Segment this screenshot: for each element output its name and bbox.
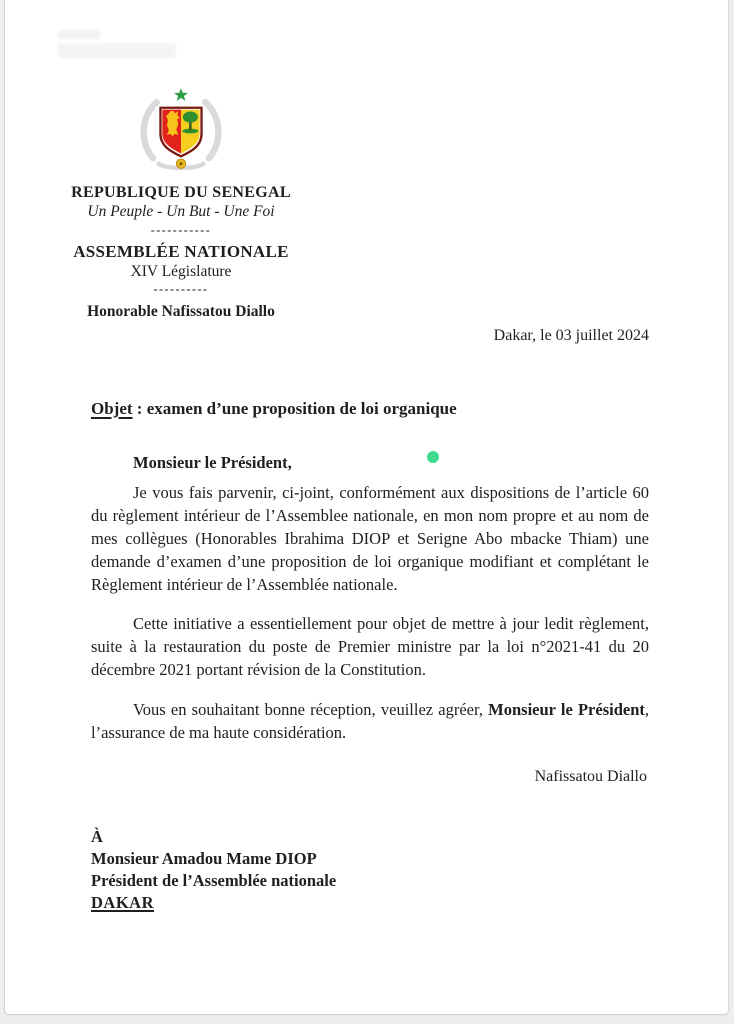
green-star-icon bbox=[174, 88, 188, 101]
closing-text: Vous en souhaitant bonne réception, veuillez agréer, bbox=[133, 699, 489, 719]
legislature-label: XIV Législature bbox=[130, 262, 232, 280]
subject-text: : examen d’une proposition de loi organique bbox=[132, 398, 457, 418]
recipient-city: DAKAR bbox=[91, 892, 154, 912]
dateline: Dakar, le 03 juillet 2024 bbox=[493, 326, 649, 344]
signature-name: Nafissatou Diallo bbox=[534, 767, 647, 785]
faint-smudge bbox=[58, 30, 100, 39]
senegal-coat-of-arms-icon bbox=[125, 84, 237, 180]
faint-watermark bbox=[58, 30, 176, 58]
subject-line bbox=[91, 399, 649, 419]
letterhead bbox=[27, 84, 335, 321]
body-paragraph-1: Je vous fais parvenir, ci-joint, conformément aux dispositions de l’article 60 du règlement intérieur de l’Assemblee nationale, en mon nom propre et au nom de mes collègues (Honorables Ibrahima DIOP et Serigne Abo mbacke Thiam) une demande d’examen d’une proposition de loi organique modifiant et complétant le Règlement intérieur de l’Assemblée nationale. bbox=[91, 482, 649, 594]
document-page bbox=[4, 0, 729, 1015]
national-motto: Un Peuple - Un But - Une Foi bbox=[87, 203, 275, 221]
closing-text: , l’assurance de ma haute considération. bbox=[91, 699, 649, 742]
salutation: Monsieur le Président, bbox=[133, 452, 292, 472]
faint-smudge bbox=[58, 43, 176, 58]
recipient-to: À bbox=[91, 826, 103, 846]
recipient-name: Monsieur Amadou Mame DIOP bbox=[91, 848, 317, 868]
recipient-title: Président de l’Assemblée nationale bbox=[91, 870, 337, 890]
recipient-block bbox=[91, 826, 649, 914]
institution-name: ASSEMBLÉE NATIONALE bbox=[73, 242, 289, 261]
body-paragraph-2: Cette initiative a essentiellement pour objet de mettre à jour ledit règlement, suite à la restauration du poste de Premier ministre par la loi n°2021-41 du 20 décembre 2021 portant révision de la Constitution. bbox=[91, 614, 649, 680]
separator-dashes: ---------- bbox=[153, 282, 209, 297]
body-paragraph-3 bbox=[91, 698, 649, 744]
letter-content bbox=[91, 327, 649, 914]
subject-label: Objet bbox=[91, 398, 133, 418]
author-name: Honorable Nafissatou Diallo bbox=[87, 303, 275, 321]
closing-addressee: Monsieur le Président bbox=[488, 699, 645, 719]
click-indicator-dot bbox=[427, 451, 439, 463]
baobab-tree-icon bbox=[183, 111, 198, 122]
separator-dashes: ----------- bbox=[150, 223, 212, 238]
republic-name: REPUBLIQUE DU SENEGAL bbox=[71, 184, 291, 201]
